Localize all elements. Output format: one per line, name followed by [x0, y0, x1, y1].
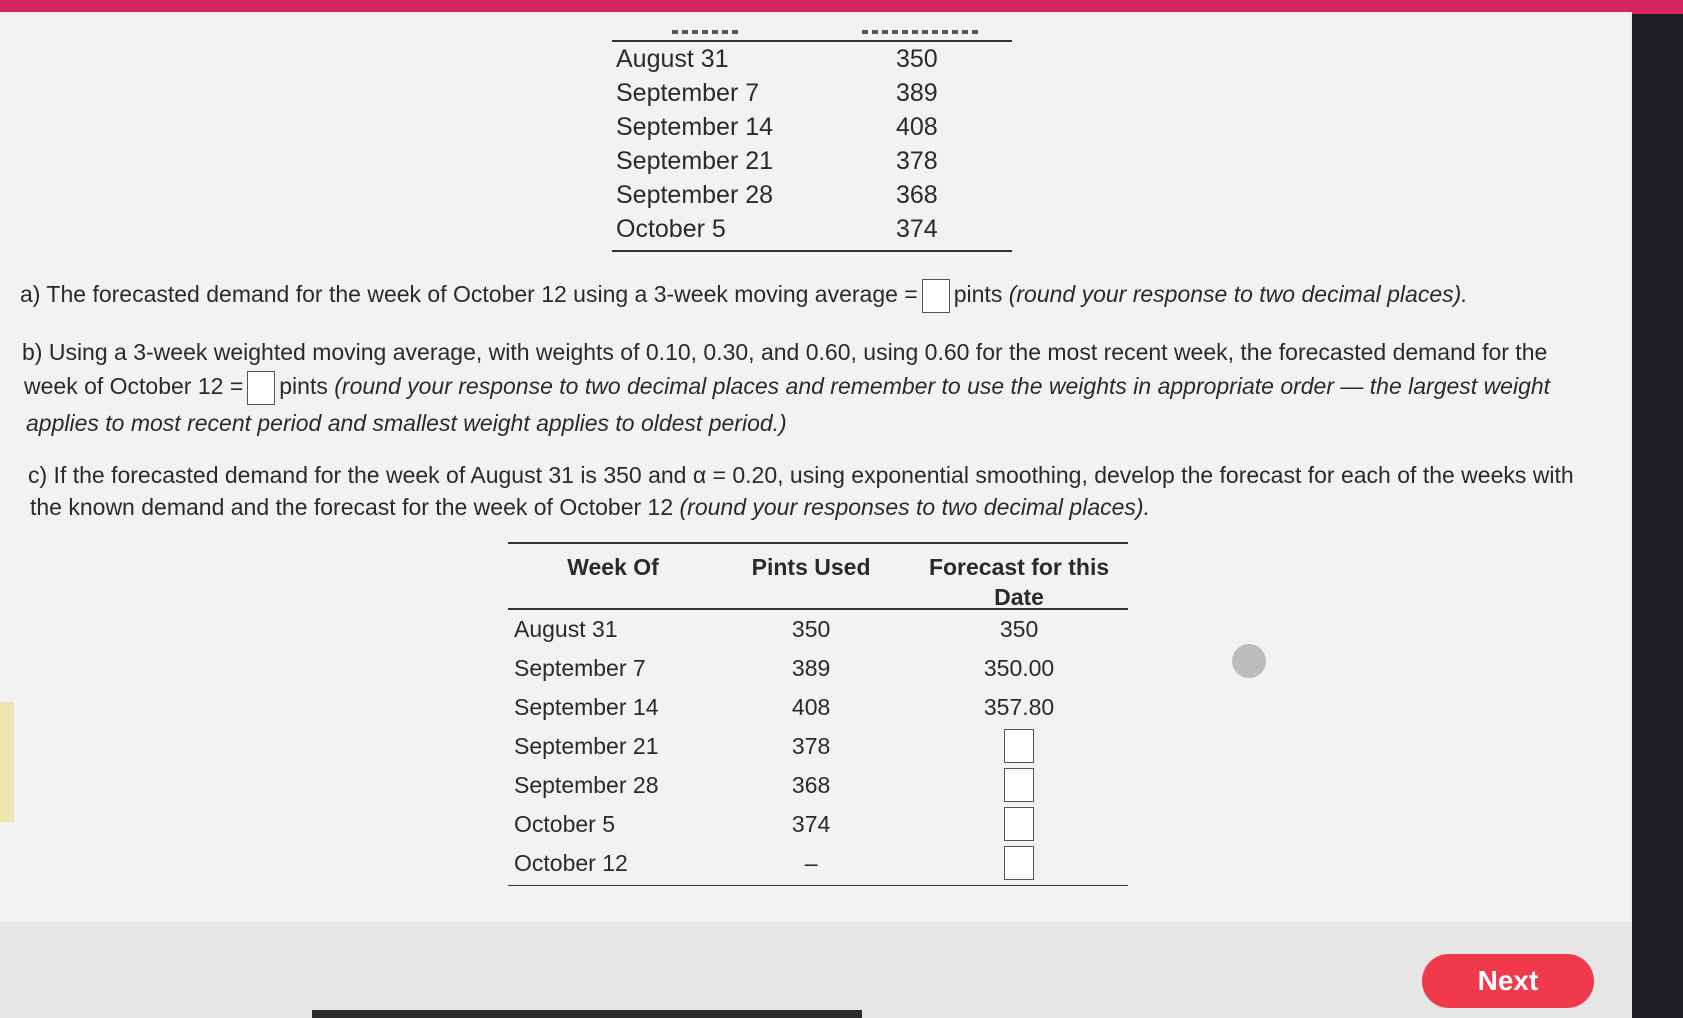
question-c-note: (round your responses to two decimal places). [679, 494, 1150, 520]
forecast-cell: 357.80 [983, 693, 1055, 720]
question-b-note: (round your response to two decimal places and remember to use the weights in appropriate order — the largest weight [334, 373, 1551, 399]
pints-cell: 408 [896, 112, 938, 141]
pints-cell: 378 [791, 732, 831, 759]
question-a [20, 277, 1468, 313]
question-c-line1: c) If the forecasted demand for the week of August 31 is 350 and α = 0.20, using exponential smoothing, develop the forecast for each of the weeks with [28, 462, 1574, 488]
pints-cell: 350 [791, 615, 831, 642]
table-row [508, 805, 1128, 844]
table-row [612, 110, 1012, 144]
header-forecast [910, 544, 1128, 608]
forecast-input-sep28[interactable] [1004, 768, 1034, 802]
table-rule [508, 885, 1128, 887]
pints-cell: 350 [896, 44, 938, 73]
forecast-cell [910, 729, 1128, 763]
table-row [612, 212, 1012, 246]
question-c-text: the known demand and the forecast for the week of October 12 [30, 494, 674, 520]
week-cell: September 28 [616, 180, 774, 209]
header-pints: Pints Used [751, 553, 871, 580]
table-row [612, 76, 1012, 110]
question-a-unit: pints [953, 281, 1003, 307]
week-cell: September 14 [514, 693, 659, 720]
forecast-input-oct12[interactable] [1004, 846, 1034, 880]
question-c-line2 [30, 490, 1150, 524]
week-cell: October 5 [514, 810, 615, 837]
table-row [612, 178, 1012, 212]
pints-cell: 374 [896, 214, 938, 243]
header-forecast-line2: Date [994, 583, 1044, 610]
week-cell: September 7 [514, 654, 646, 681]
cut-off-header [612, 28, 1012, 40]
question-b-line2 [24, 369, 1550, 405]
table-row [508, 727, 1128, 766]
question-b-note-cont: applies to most recent period and smallest weight applies to oldest period.) [26, 410, 787, 436]
forecast-table [508, 542, 1128, 886]
question-b-text: week of October 12 = [24, 373, 244, 399]
pints-cell: 368 [896, 180, 938, 209]
question-b-line1: b) Using a 3-week weighted moving average, with weights of 0.10, 0.30, and 0.60, using 0.60 for the most recent week, the forecasted demand for the [22, 339, 1548, 365]
table-header [508, 544, 1128, 608]
header-week: Week Of [567, 553, 659, 580]
pints-cell: 374 [791, 810, 831, 837]
table-row [612, 42, 1012, 76]
forecast-cell [910, 807, 1128, 841]
forecast-cell [910, 768, 1128, 802]
week-cell: September 7 [616, 78, 760, 107]
pints-cell: 389 [896, 78, 938, 107]
forecast-cell: 350.00 [983, 654, 1055, 681]
pints-cell: – [804, 849, 818, 876]
week-cell: September 21 [514, 732, 659, 759]
pints-cell: 408 [791, 693, 831, 720]
week-cell: October 5 [616, 214, 726, 243]
table-row [612, 144, 1012, 178]
answer-b-input[interactable] [247, 371, 275, 405]
question-a-text: a) The forecasted demand for the week of October 12 using a 3-week moving average = [20, 281, 918, 307]
status-dot [1232, 644, 1266, 678]
question-b-line3 [26, 406, 787, 440]
table-row [508, 766, 1128, 805]
pints-cell: 368 [791, 771, 831, 798]
week-cell: September 28 [514, 771, 659, 798]
week-cell: October 12 [514, 849, 628, 876]
table-rule [612, 250, 1012, 252]
forecast-cell [910, 846, 1128, 880]
forecast-cell: 350 [999, 615, 1039, 642]
pints-cell: 378 [896, 146, 938, 175]
header-forecast-line1: Forecast for this [928, 553, 1110, 580]
question-b-unit: pints [279, 373, 328, 399]
footer-area [0, 922, 1632, 1018]
week-cell: September 14 [616, 112, 774, 141]
next-button[interactable]: Next [1422, 954, 1594, 1008]
table-row [508, 844, 1128, 883]
answer-a-input[interactable] [922, 279, 950, 313]
bottom-strip [312, 1010, 862, 1018]
forecast-input-oct5[interactable] [1004, 807, 1034, 841]
week-cell: August 31 [514, 615, 618, 642]
demand-table [612, 28, 1012, 252]
table-row [508, 688, 1128, 727]
left-accent [0, 702, 14, 822]
table-row [508, 610, 1128, 649]
week-cell: September 21 [616, 146, 774, 175]
week-cell: August 31 [616, 44, 729, 73]
table-row [508, 649, 1128, 688]
forecast-input-sep21[interactable] [1004, 729, 1034, 763]
pints-cell: 389 [791, 654, 831, 681]
question-a-note: (round your response to two decimal places). [1008, 281, 1468, 307]
